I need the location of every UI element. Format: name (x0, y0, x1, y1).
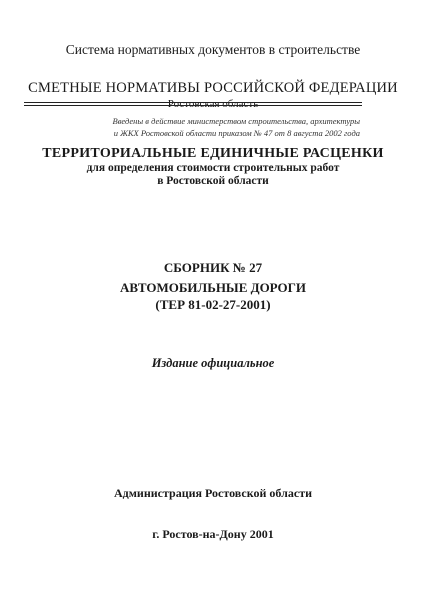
standards-system-line: Система нормативных документов в строительстве (65, 42, 361, 57)
enactment-note-line-2: и ЖКХ Ростовской области приказом № 47 от 8 августа 2002 года (113, 127, 360, 138)
edition-label: Издание официальное (151, 356, 275, 370)
collection-number: СБОРНИК № 27 (163, 260, 263, 275)
publisher: Администрация Ростовской области (114, 486, 312, 500)
collection-name: АВТОМОБИЛЬНЫЕ ДОРОГИ (119, 280, 307, 295)
main-subtitle-line-1: для определения стоимости строительных работ (86, 162, 340, 174)
city-year: г. Ростов-на-Дону 2001 (152, 527, 274, 541)
header-divider-top (24, 102, 362, 103)
enactment-note-line-1: Введены в действие министерством строительства, архитектуры (112, 116, 360, 126)
region-label: Ростовская область (167, 98, 259, 110)
series-title: СМЕТНЫЕ НОРМАТИВЫ РОССИЙСКОЙ ФЕДЕРАЦИИ (28, 80, 398, 96)
header-divider-bottom (24, 105, 362, 106)
main-subtitle-line-2: в Ростовской области (157, 175, 269, 187)
main-title: ТЕРРИТОРИАЛЬНЫЕ ЕДИНИЧНЫЕ РАСЦЕНКИ (42, 146, 384, 161)
enactment-note (113, 116, 360, 139)
collection-code: (ТЕР 81-02-27-2001) (155, 297, 271, 312)
